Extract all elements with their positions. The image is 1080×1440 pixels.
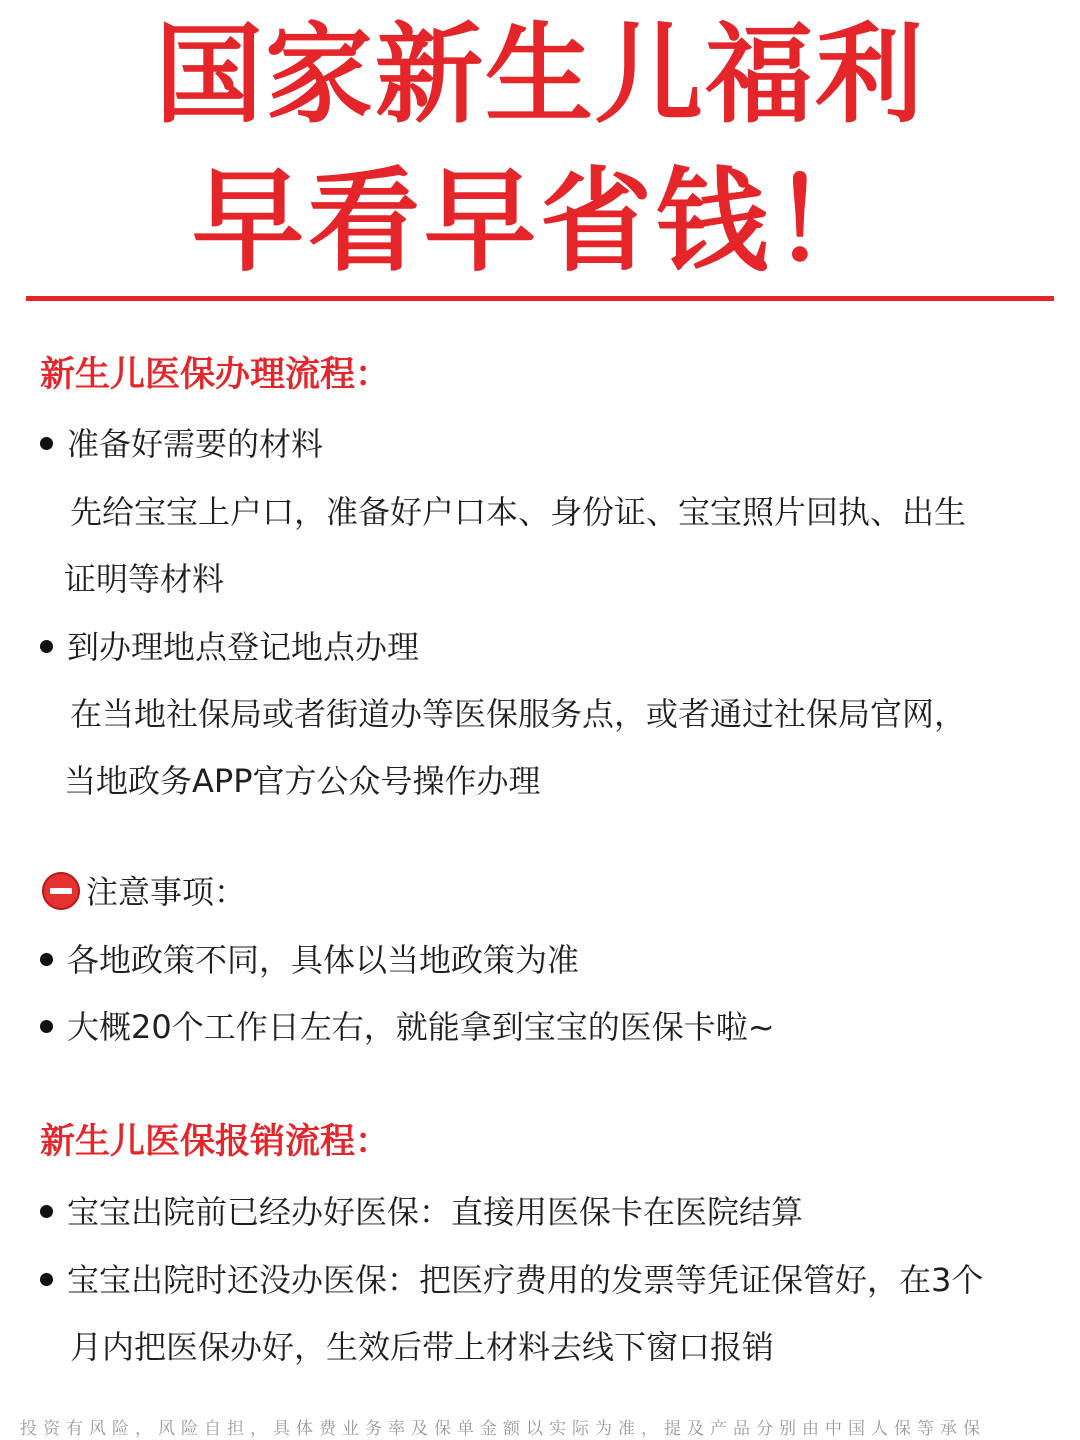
bullet-dot-icon [40,640,53,653]
list-item-detail: 在当地社保局或者街道办等医保服务点，或者通过社保局官网， [70,695,967,733]
list-item-detail: 证明等材料 [64,560,225,598]
bullet-dot-icon [40,1205,53,1218]
bullet-dot-icon [40,1020,53,1033]
bullet-dot-icon [40,953,53,966]
list-item [40,1261,984,1299]
list-item [40,628,420,666]
notice-heading-text: 注意事项： [86,873,247,911]
page-title-line-2: 早看早省钱！ [192,157,888,287]
list-item [40,425,324,463]
list-item-text: 宝宝出院时还没办医保：把医疗费用的发票等凭证保管好，在3个 [67,1261,984,1299]
list-item-text: 大概20个工作日左右，就能拿到宝宝的医保卡啦~ [67,1008,775,1046]
footer-disclaimer: 投资有风险，风险自担，具体费业务率及保单金额以实际为准，提及产品分别由中国人保等承保 [20,1419,986,1439]
bullet-dot-icon [40,437,53,450]
list-item [40,941,580,979]
list-item-text: 各地政策不同，具体以当地政策为准 [67,941,580,979]
list-item-text: 宝宝出院前已经办好医保：直接用医保卡在医院结算 [67,1193,804,1231]
list-item-detail: 先给宝宝上户口，准备好户口本、身份证、宝宝照片回执、出生 [70,493,967,531]
section-heading-notice [42,875,246,913]
list-item-text: 到办理地点登记地点办理 [67,628,420,666]
list-item [40,1008,775,1046]
no-entry-icon [42,872,80,910]
list-item-detail: 月内把医保办好，生效后带上材料去线下窗口报销 [70,1328,775,1366]
title-divider [26,296,1054,301]
list-item-detail: 当地政务APP官方公众号操作办理 [64,762,541,800]
list-item [40,1193,804,1231]
bullet-dot-icon [40,1273,53,1286]
page-title-line-1: 国家新生儿福利 [154,13,925,138]
section-heading-reimburse: 新生儿医保报销流程： [40,1122,391,1162]
list-item-text: 准备好需要的材料 [67,425,324,463]
section-heading-apply: 新生儿医保办理流程： [40,355,391,395]
